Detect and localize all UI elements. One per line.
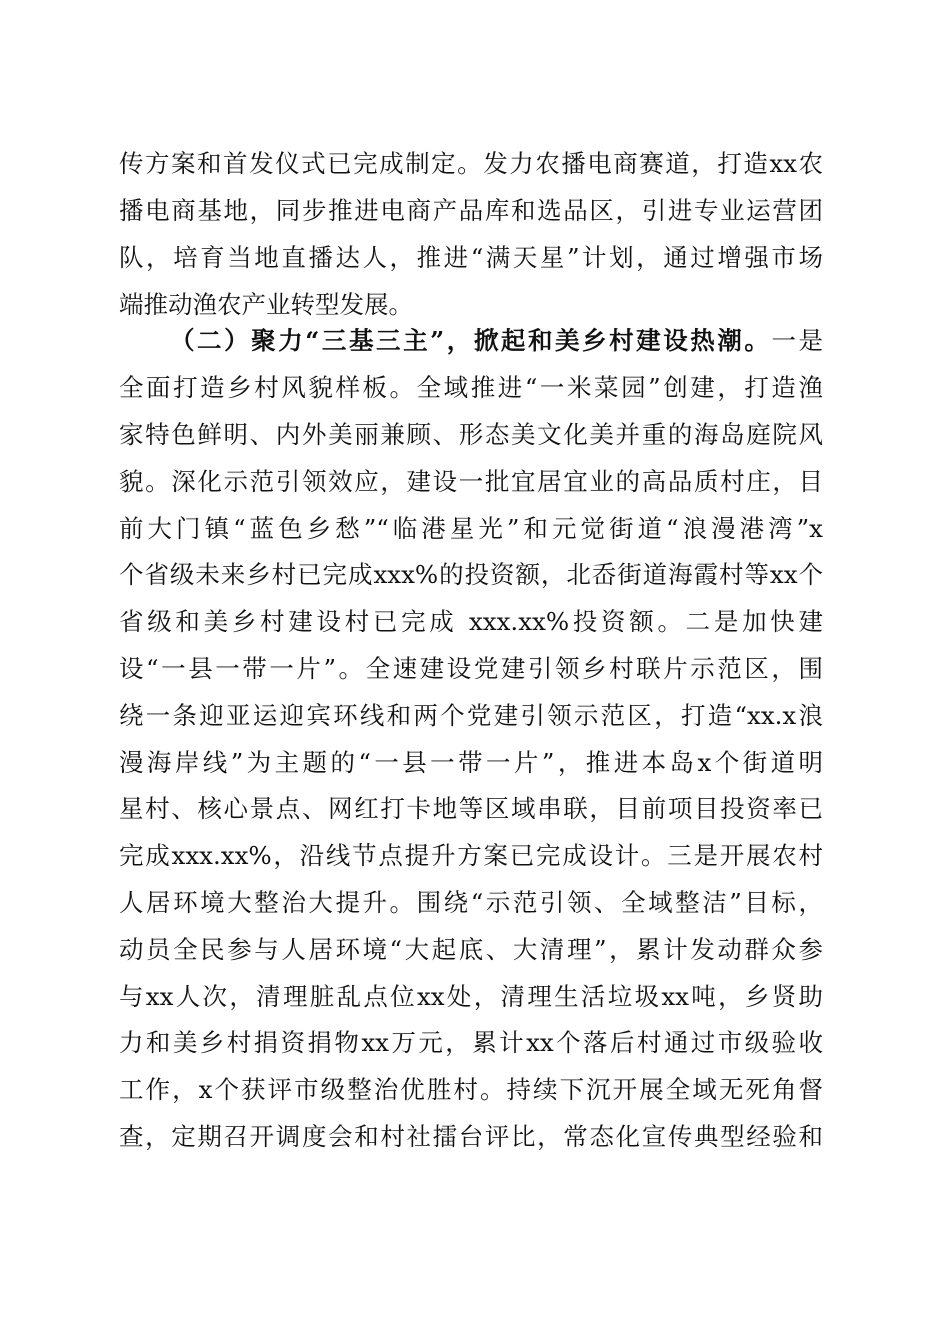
section-heading: （二）聚力“三基三主”，掀起和美乡村建设热潮。 bbox=[170, 326, 772, 355]
text-line: 与xx人次，清理脏乱点位xx处，清理生活垃圾xx吨，乡贤助 bbox=[119, 982, 823, 1011]
text-line: 力和美乡村捐资捐物xx万元，累计xx个落后村通过市级验收 bbox=[119, 1028, 823, 1057]
text-line: 队，培育当地直播达人，推进“满天星”计划，通过增强市场 bbox=[119, 243, 823, 272]
section-heading-line bbox=[170, 319, 823, 363]
text-line: 貌。深化示范引领效应，建设一批宜居宜业的高品质村庄，目 bbox=[119, 467, 823, 496]
text-line: 播电商基地，同步推进电商产品库和选品区，引进专业运营团 bbox=[119, 196, 823, 225]
text-line: 设“一县一带一片”。全速建设党建引领乡村联片示范区，围 bbox=[119, 654, 823, 683]
text-line: 全面打造乡村风貌样板。全域推进“一米菜园”创建，打造渔 bbox=[119, 373, 823, 402]
text-line: 工作，x个获评市级整治优胜村。持续下沉开展全域无死角督 bbox=[119, 1075, 823, 1104]
text-line: 完成xxx.xx%，沿线节点提升方案已完成设计。三是开展农村 bbox=[119, 841, 823, 870]
text-line: 人居环境大整治大提升。围绕“示范引领、全域整洁”目标， bbox=[119, 888, 823, 917]
text-line: 星村、核心景点、网红打卡地等区域串联，目前项目投资率已 bbox=[119, 794, 823, 823]
text-line: 家特色鲜明、内外美丽兼顾、形态美文化美并重的海岛庭院风 bbox=[119, 420, 823, 449]
heading-tail-text: 一是 bbox=[771, 326, 824, 355]
text-line: 查，定期召开调度会和村社擂台评比，常态化宣传典型经验和 bbox=[119, 1122, 823, 1151]
text-line: 前大门镇“蓝色乡愁”“临港星光”和元觉街道“浪漫港湾”x bbox=[119, 514, 823, 543]
text-line: 传方案和首发仪式已完成制定。发力农播电商赛道，打造xx农 bbox=[119, 149, 823, 178]
text-line: 省级和美乡村建设村已完成 xxx.xx%投资额。二是加快建 bbox=[119, 607, 823, 636]
text-line: 漫海岸线”为主题的“一县一带一片”，推进本岛x个街道明 bbox=[119, 748, 823, 777]
text-line: 动员全民参与人居环境“大起底、大清理”，累计发动群众参 bbox=[119, 935, 823, 964]
text-line: 绕一条迎亚运迎宾环线和两个党建引领示范区，打造“xx.x浪 bbox=[119, 701, 823, 730]
text-line: 端推动渔农产业转型发展。 bbox=[119, 290, 413, 319]
text-line: 个省级未来乡村已完成xxx%的投资额，北岙街道海霞村等xx个 bbox=[119, 560, 823, 589]
